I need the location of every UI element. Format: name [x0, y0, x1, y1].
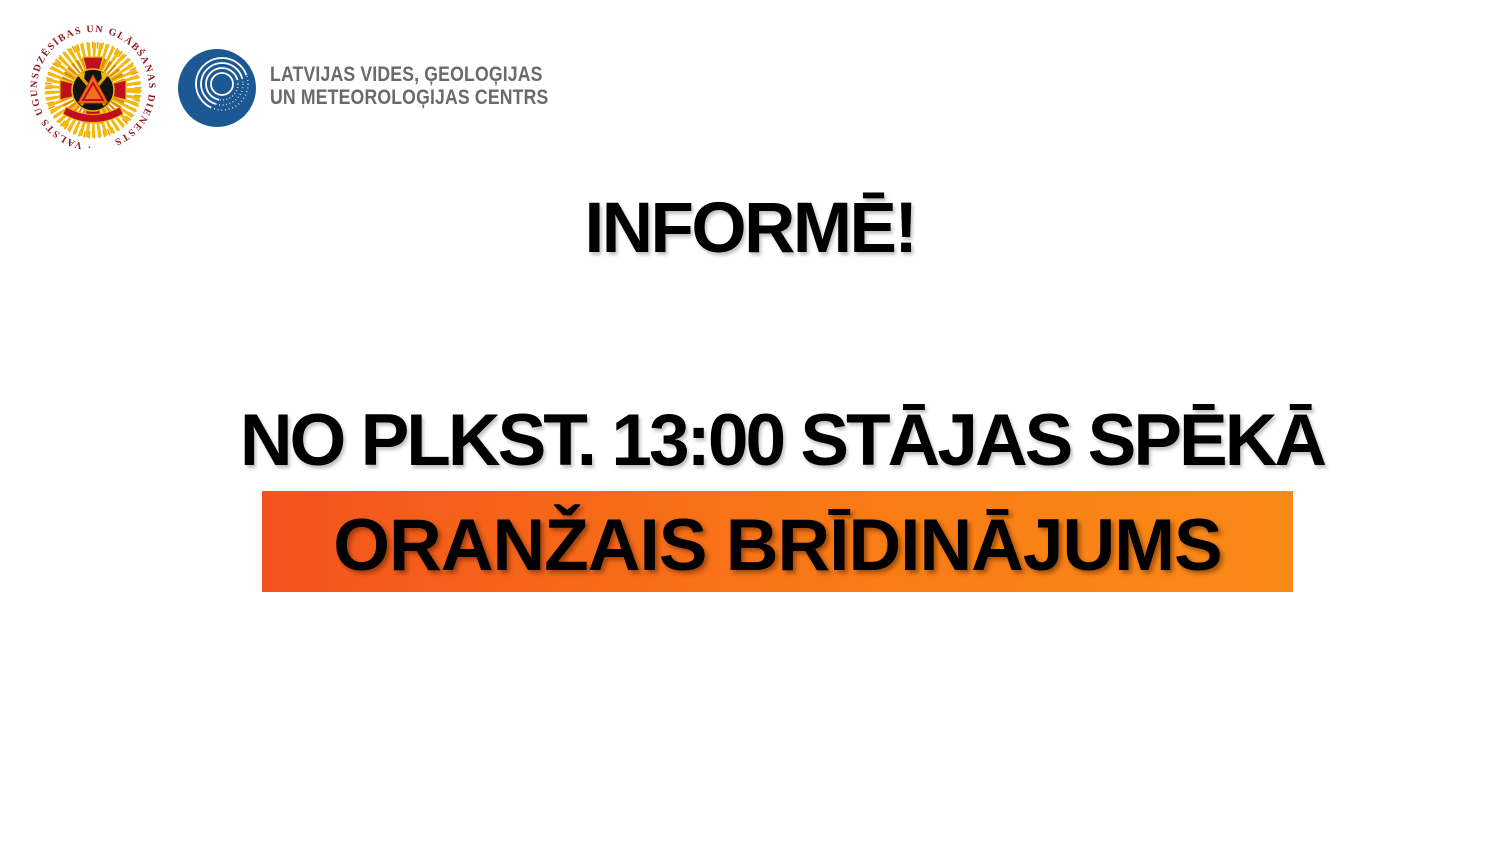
warning-banner [262, 491, 1293, 592]
subheadline: NO PLKST. 13:00 STĀJAS SPĒKĀ [239, 400, 1325, 481]
lvgmc-wordmark-line1: LATVIJAS VIDES, ĢEOLOĢIJAS [270, 63, 543, 86]
headline: INFORMĒ! [584, 189, 916, 268]
emblem-ring-text: · VALSTS UGUNSDZĒSĪBAS UN GLĀBŠANAS DIENESTS [28, 23, 158, 153]
lvgmc-wordmark-line2: UN METEOROLOĢIJAS CENTRS [270, 86, 549, 109]
fire-service-emblem-icon [26, 14, 160, 156]
lvgmc-logo-icon [178, 49, 256, 127]
warning-banner-text: ORANŽAIS BRĪDINĀJUMS [333, 505, 1222, 586]
lvgmc-wordmark [270, 63, 548, 109]
